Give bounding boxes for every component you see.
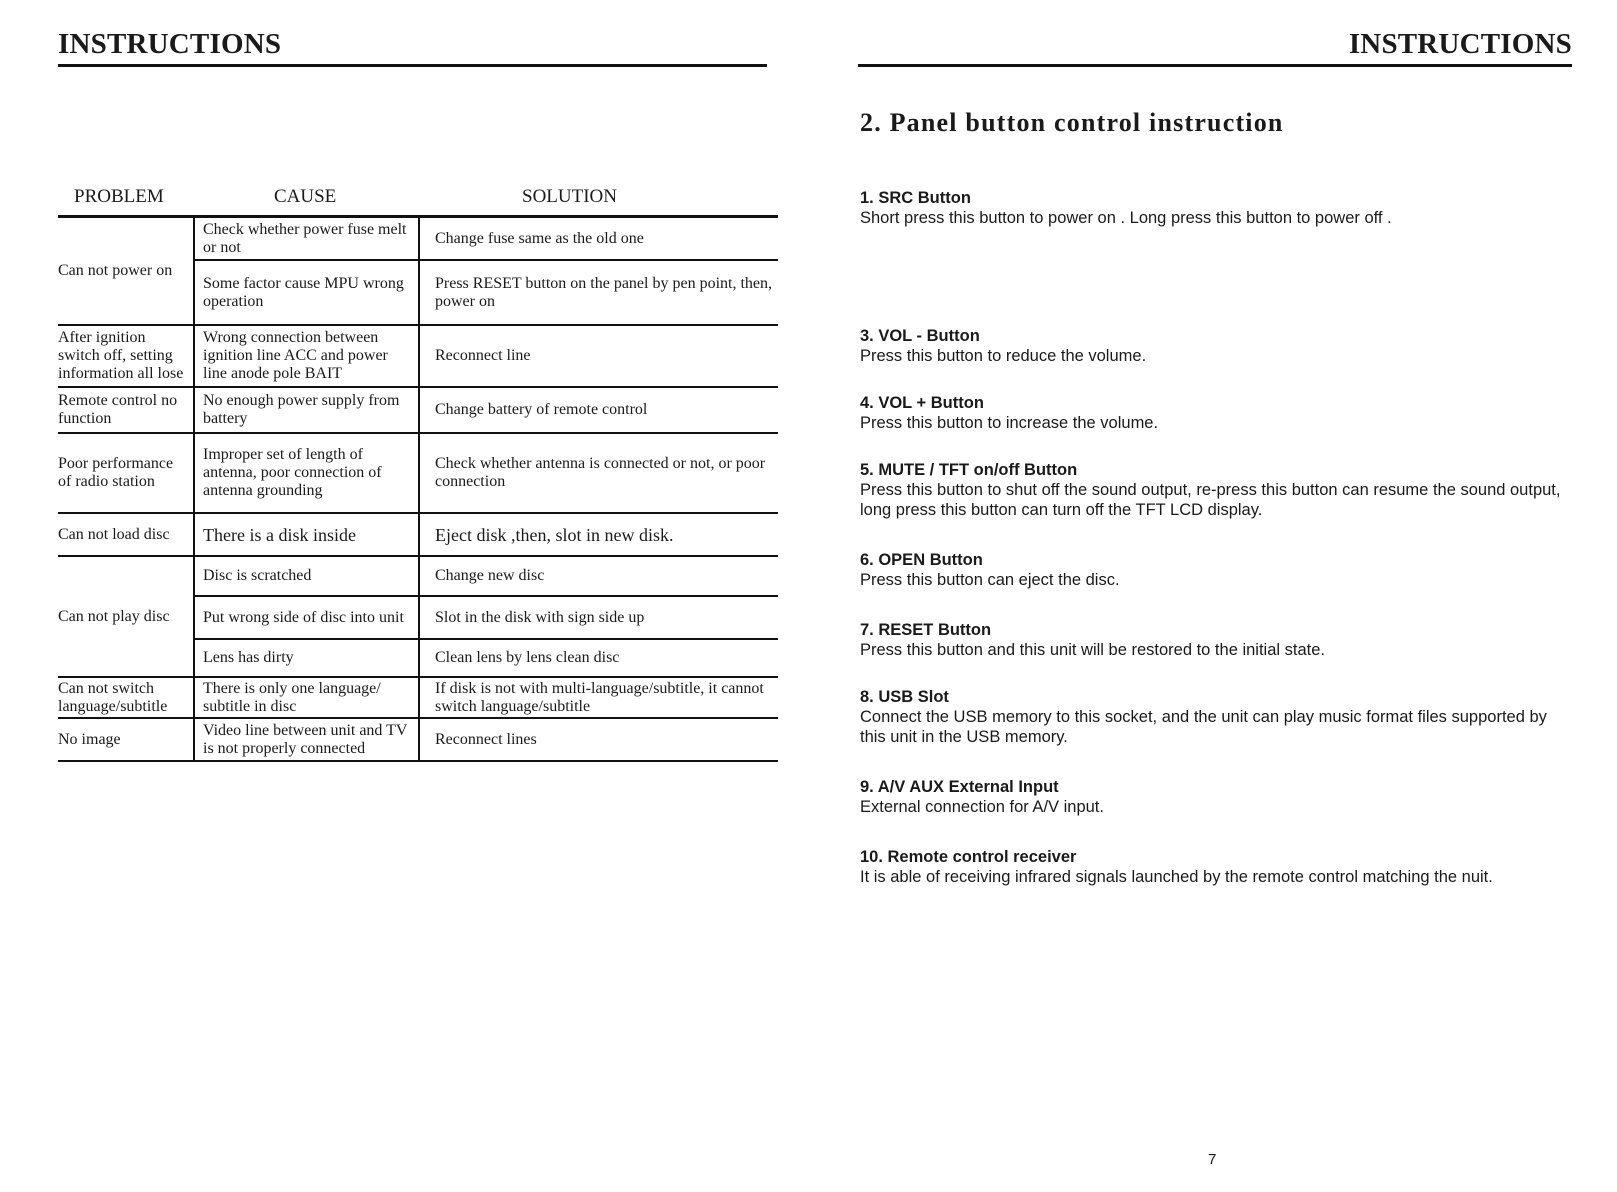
instruction-description: Short press this button to power on . Long press this button to power off . — [860, 209, 1392, 227]
cause-cell: Improper set of length of antenna, poor connection of antenna grounding — [194, 433, 419, 513]
cause-cell: Wrong connection between ignition line ACC and power line anode pole BAIT — [194, 325, 419, 387]
instruction-title: 8. USB Slot — [860, 688, 949, 706]
solution-cell: Change new disc — [419, 556, 778, 596]
instruction-description: Press this button to shut off the sound output, re-press this button can resume the sound output, long press this button can turn off the TFT LCD display. — [860, 481, 1561, 519]
solution-cell: If disk is not with multi-language/subtitle, it cannot switch language/subtitle — [419, 677, 778, 718]
problem-cell: No image — [58, 718, 194, 761]
table-row — [58, 387, 778, 433]
cause-cell: Put wrong side of disc into unit — [194, 596, 419, 639]
cause-cell: Disc is scratched — [194, 556, 419, 596]
cause-cell: Video line between unit and TV is not properly connected — [194, 718, 419, 761]
right-page — [858, 0, 1572, 1192]
instruction-item — [860, 326, 1572, 366]
troubleshooting-table — [58, 218, 778, 762]
instruction-description: It is able of receiving infrared signals launched by the remote control matching the nuit. — [860, 868, 1493, 886]
problem-cell: Can not switch language/subtitle — [58, 677, 194, 718]
instruction-title: 1. SRC Button — [860, 189, 971, 207]
instruction-description: Connect the USB memory to this socket, and the unit can play music format files supported by this unit in the USB memory. — [860, 708, 1547, 746]
instruction-title: 9. A/V AUX External Input — [860, 778, 1059, 796]
instruction-title: 10. Remote control receiver — [860, 848, 1077, 866]
header-rule-left — [58, 64, 767, 67]
table-row — [58, 325, 778, 387]
instruction-item — [860, 847, 1572, 887]
instruction-description: Press this button and this unit will be restored to the initial state. — [860, 641, 1325, 659]
problem-cell: Can not load disc — [58, 513, 194, 556]
solution-cell: Clean lens by lens clean disc — [419, 639, 778, 677]
solution-cell: Reconnect line — [419, 325, 778, 387]
solution-cell: Slot in the disk with sign side up — [419, 596, 778, 639]
cause-cell: Check whether power fuse melt or not — [194, 218, 419, 260]
instruction-title: 3. VOL - Button — [860, 327, 980, 345]
instruction-item — [860, 777, 1572, 817]
cause-cell: Some factor cause MPU wrong operation — [194, 260, 419, 325]
problem-cell: After ignition switch off, setting information all lose — [58, 325, 194, 387]
table-row — [58, 718, 778, 761]
cause-cell: No enough power supply from battery — [194, 387, 419, 433]
cause-cell: There is only one language/ subtitle in disc — [194, 677, 419, 718]
solution-cell: Reconnect lines — [419, 718, 778, 761]
solution-cell: Change fuse same as the old one — [419, 218, 778, 260]
table-row — [58, 556, 778, 596]
page-number: 7 — [1208, 1151, 1217, 1168]
instruction-description: Press this button can eject the disc. — [860, 571, 1120, 589]
instruction-title: 6. OPEN Button — [860, 551, 983, 569]
problem-cell: Remote control no function — [58, 387, 194, 433]
instruction-item — [860, 620, 1572, 660]
instruction-description: Press this button to reduce the volume. — [860, 347, 1147, 365]
page-header-right: INSTRUCTIONS — [1348, 28, 1572, 60]
table-row — [58, 218, 778, 260]
instruction-title: 4. VOL + Button — [860, 394, 984, 412]
instruction-item — [860, 687, 1572, 747]
page-header-left: INSTRUCTIONS — [58, 28, 282, 60]
instruction-item — [860, 393, 1572, 433]
problem-cell: Can not play disc — [58, 556, 194, 677]
solution-cell: Eject disk ,then, slot in new disk. — [419, 513, 778, 556]
solution-cell: Check whether antenna is connected or not, or poor connection — [419, 433, 778, 513]
table-row — [58, 433, 778, 513]
solution-cell: Change battery of remote control — [419, 387, 778, 433]
instruction-description: External connection for A/V input. — [860, 798, 1104, 816]
instruction-item — [860, 550, 1572, 590]
table-row — [58, 513, 778, 556]
left-page — [58, 0, 778, 1192]
table-row — [58, 677, 778, 718]
column-header-solution: SOLUTION — [522, 186, 617, 207]
column-header-cause: CAUSE — [274, 186, 337, 207]
cause-cell: Lens has dirty — [194, 639, 419, 677]
instruction-description: Press this button to increase the volume. — [860, 414, 1159, 432]
column-header-problem: PROBLEM — [74, 186, 164, 207]
instruction-title: 5. MUTE / TFT on/off Button — [860, 461, 1078, 479]
instruction-title: 7. RESET Button — [860, 621, 992, 639]
instruction-item — [860, 188, 1572, 228]
instruction-item — [860, 460, 1572, 520]
header-rule-right — [858, 64, 1572, 67]
solution-cell: Press RESET button on the panel by pen point, then, power on — [419, 260, 778, 325]
cause-cell: There is a disk inside — [194, 513, 419, 556]
section-title: 2. Panel button control instruction — [860, 108, 1284, 137]
problem-cell: Poor performance of radio station — [58, 433, 194, 513]
problem-cell: Can not power on — [58, 218, 194, 325]
